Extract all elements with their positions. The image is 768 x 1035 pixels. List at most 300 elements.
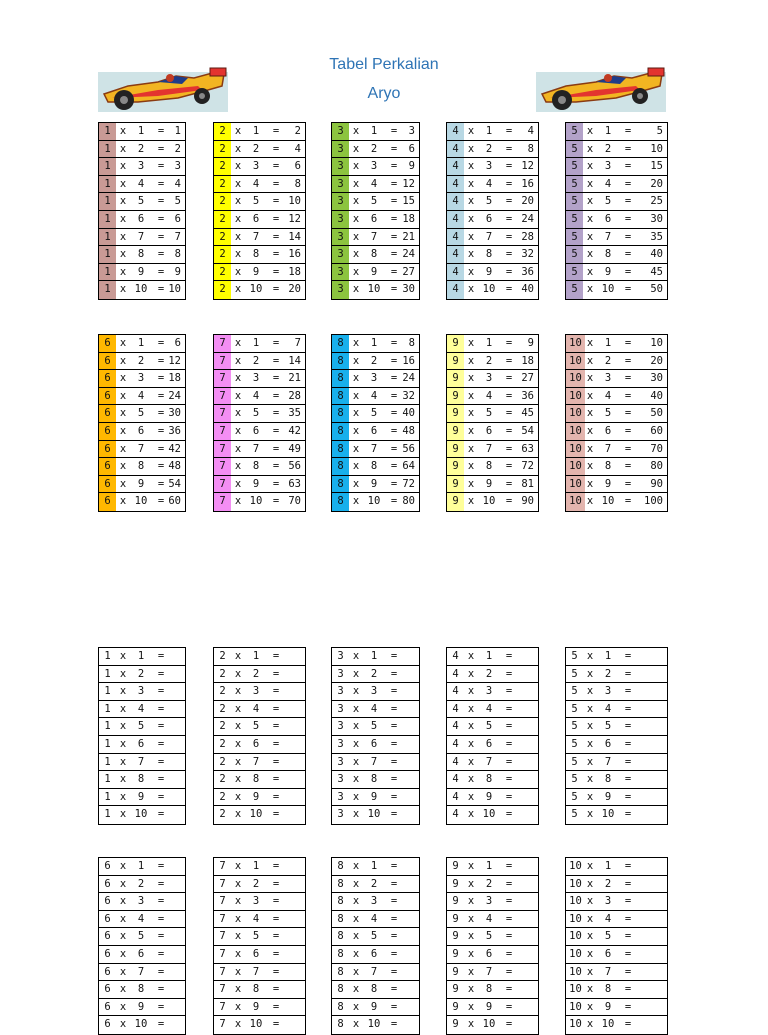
multiplicand: 9 [452,965,459,978]
equals-sign: = [624,248,632,261]
multiplicand: 5 [566,158,583,175]
product: 7 [174,230,181,243]
equals-sign: = [624,195,632,208]
multiplier: 6 [370,737,378,750]
table-row [566,666,667,684]
multiplicand: 9 [447,493,464,511]
times-sign: x [352,337,360,349]
multiplier: 3 [252,895,260,908]
table-row [332,141,419,159]
multiplier: 8 [370,773,378,786]
equals-sign: = [157,667,165,680]
times-sign: x [352,790,360,803]
multiplicand: 3 [332,158,349,175]
times-sign: x [586,667,594,680]
times-sign: x [119,442,127,455]
times-sign: x [119,125,127,137]
equals-sign: = [624,212,632,225]
multiplier: 6 [370,212,378,225]
equals-sign: = [390,860,398,872]
answer-blank [275,648,301,665]
table-row [566,281,667,299]
answer-blank [389,911,415,928]
multiplicand: 10 [566,370,585,387]
multiplicand: 10 [569,1018,582,1031]
table-row [214,123,305,141]
multiplier: 9 [252,790,260,803]
equals-sign: = [390,755,398,768]
times-sign: x [352,212,360,225]
answer-blank [155,806,181,824]
product: 40 [402,407,415,420]
multiplier: 2 [137,667,145,680]
multiplicand: 1 [104,790,111,803]
table-row [447,193,538,211]
multiplicand: 4 [452,650,459,662]
times-sign: x [234,442,242,455]
multiplier: 9 [370,265,378,278]
product: 30 [650,372,663,385]
multiplier: 4 [137,702,145,715]
table-row [447,141,538,159]
equals-sign: = [157,389,165,402]
multiplier: 6 [485,424,493,437]
table-row [447,1016,538,1034]
equals-sign: = [505,265,513,278]
times-sign: x [352,965,360,978]
times-sign: x [467,265,475,278]
multiplicand: 10 [566,388,585,405]
equals-sign: = [505,495,513,508]
table-row [447,964,538,982]
times-sign: x [586,442,594,455]
answer-table-9 [446,334,539,512]
multiplicand: 9 [452,983,459,996]
equals-sign: = [157,248,165,261]
answer-blank [637,946,663,963]
table-row [332,423,419,441]
equals-sign: = [157,808,165,821]
equals-sign: = [624,372,632,385]
practice-table-9 [446,857,539,1035]
equals-sign: = [390,407,398,420]
times-sign: x [467,702,475,715]
equals-sign: = [157,265,165,278]
table-row [447,858,538,876]
table-row [447,335,538,353]
times-sign: x [467,389,475,402]
times-sign: x [586,248,594,261]
answer-blank [155,893,181,910]
product: 1 [174,125,181,137]
equals-sign: = [505,177,513,190]
equals-sign: = [272,407,280,420]
multiplier: 7 [604,965,612,978]
multiplier: 6 [252,947,260,960]
times-sign: x [352,667,360,680]
times-sign: x [586,407,594,420]
table-row [447,264,538,282]
table-row [566,981,667,999]
times-sign: x [467,354,475,367]
table-row [332,211,419,229]
times-sign: x [234,142,242,155]
equals-sign: = [505,930,513,943]
multiplier: 9 [604,1000,612,1013]
equals-sign: = [272,1018,280,1031]
multiplier: 7 [485,230,493,243]
equals-sign: = [624,389,632,402]
table-row [214,683,305,701]
multiplicand: 7 [214,388,231,405]
equals-sign: = [272,895,280,908]
product: 18 [288,265,301,278]
multiplicand: 9 [452,877,459,890]
multiplier: 8 [604,248,612,261]
times-sign: x [119,685,127,698]
times-sign: x [352,230,360,243]
multiplier: 4 [252,702,260,715]
multiplicand: 5 [571,808,578,821]
equals-sign: = [505,160,513,173]
equals-sign: = [390,895,398,908]
multiplicand: 2 [214,211,231,228]
multiplicand: 8 [337,895,344,908]
multiplier: 8 [137,983,145,996]
equals-sign: = [157,755,165,768]
multiplier: 9 [370,1000,378,1013]
table-row [99,789,185,807]
table-row [99,648,185,666]
practice-table-3 [331,647,420,825]
multiplier: 5 [604,720,612,733]
answer-blank [389,648,415,665]
equals-sign: = [505,720,513,733]
product: 3 [408,125,415,137]
product: 5 [656,125,663,137]
multiplicand: 6 [99,458,116,475]
equals-sign: = [157,372,165,385]
table-row [332,123,419,141]
table-row [99,806,185,824]
times-sign: x [352,877,360,890]
times-sign: x [234,737,242,750]
table-row [214,999,305,1017]
answer-blank [275,876,301,893]
times-sign: x [586,755,594,768]
answer-blank [275,946,301,963]
table-row [447,718,538,736]
equals-sign: = [157,142,165,155]
product: 12 [288,212,301,225]
multiplier: 4 [252,389,260,402]
multiplicand: 2 [214,176,231,193]
multiplicand: 8 [332,458,349,475]
table-row [214,246,305,264]
multiplicand: 5 [566,229,583,246]
equals-sign: = [157,495,165,508]
multiplier: 10 [249,808,263,821]
table-row [214,806,305,824]
equals-sign: = [505,460,513,473]
product: 25 [650,195,663,208]
answer-blank [275,999,301,1016]
times-sign: x [467,860,475,872]
multiplicand: 6 [99,441,116,458]
multiplicand: 3 [337,773,344,786]
answer-blank [275,771,301,788]
equals-sign: = [272,877,280,890]
multiplicand: 1 [104,737,111,750]
answer-blank [389,858,415,875]
table-row [99,405,185,423]
equals-sign: = [390,389,398,402]
times-sign: x [234,720,242,733]
table-row [214,893,305,911]
equals-sign: = [505,650,513,662]
multiplicand: 9 [447,370,464,387]
times-sign: x [352,860,360,872]
equals-sign: = [624,283,632,296]
times-sign: x [234,230,242,243]
answer-table-6 [98,334,186,512]
multiplicand: 8 [337,947,344,960]
equals-sign: = [505,354,513,367]
multiplicand: 3 [337,702,344,715]
product: 64 [402,460,415,473]
equals-sign: = [390,877,398,890]
equals-sign: = [390,337,398,349]
product: 18 [168,372,181,385]
table-row [99,211,185,229]
multiplicand: 10 [569,860,582,872]
table-row [99,264,185,282]
product: 70 [650,442,663,455]
answer-blank [637,928,663,945]
table-row [332,946,419,964]
equals-sign: = [157,337,165,349]
multiplicand: 8 [332,493,349,511]
answer-blank [275,754,301,771]
equals-sign: = [272,650,280,662]
table-row [332,999,419,1017]
multiplier: 1 [485,860,493,872]
multiplier: 7 [370,230,378,243]
table-row [99,876,185,894]
equals-sign: = [624,442,632,455]
times-sign: x [234,389,242,402]
table-row [566,771,667,789]
multiplicand: 10 [569,947,582,960]
table-row [566,911,667,929]
times-sign: x [352,720,360,733]
multiplier: 1 [485,337,493,349]
table-row [214,176,305,194]
times-sign: x [467,142,475,155]
table-row [566,405,667,423]
equals-sign: = [624,702,632,715]
times-sign: x [234,248,242,261]
answer-table-5 [565,122,668,300]
product: 16 [521,177,534,190]
equals-sign: = [505,283,513,296]
times-sign: x [234,337,242,349]
product: 60 [650,424,663,437]
times-sign: x [467,737,475,750]
multiplier: 2 [604,877,612,890]
table-row [99,176,185,194]
times-sign: x [467,667,475,680]
times-sign: x [119,773,127,786]
multiplicand: 8 [337,912,344,925]
multiplier: 1 [137,125,145,137]
times-sign: x [119,983,127,996]
times-sign: x [234,460,242,473]
times-sign: x [586,930,594,943]
multiplier: 8 [252,773,260,786]
multiplier: 6 [252,212,260,225]
table-row [99,370,185,388]
multiplicand: 10 [566,476,585,493]
answer-blank [155,754,181,771]
multiplier: 9 [604,790,612,803]
equals-sign: = [624,142,632,155]
multiplicand: 9 [447,405,464,422]
multiplier: 8 [137,773,145,786]
equals-sign: = [390,667,398,680]
multiplicand: 7 [214,405,231,422]
table-row [214,736,305,754]
multiplicand: 9 [452,860,459,872]
equals-sign: = [272,389,280,402]
multiplicand: 3 [337,737,344,750]
answer-blank [508,999,534,1016]
equals-sign: = [624,650,632,662]
multiplicand: 7 [214,441,231,458]
multiplicand: 8 [337,965,344,978]
product: 2 [174,142,181,155]
multiplier: 4 [604,177,612,190]
equals-sign: = [272,1000,280,1013]
multiplier: 9 [485,1000,493,1013]
multiplicand: 1 [104,720,111,733]
equals-sign: = [505,808,513,821]
multiplicand: 9 [447,458,464,475]
answer-blank [389,666,415,683]
answer-blank [155,683,181,700]
equals-sign: = [505,212,513,225]
table-row [447,981,538,999]
multiplier: 7 [604,755,612,768]
table-row [99,981,185,999]
product: 10 [288,195,301,208]
multiplicand: 8 [332,476,349,493]
equals-sign: = [505,860,513,872]
answer-blank [637,666,663,683]
equals-sign: = [272,142,280,155]
multiplier: 5 [137,720,145,733]
multiplier: 5 [252,720,260,733]
table-row [332,1016,419,1034]
answer-blank [275,928,301,945]
multiplier: 4 [137,912,145,925]
times-sign: x [586,983,594,996]
multiplicand: 5 [566,211,583,228]
answer-blank [389,1016,415,1034]
multiplicand: 4 [452,773,459,786]
answer-blank [275,858,301,875]
multiplicand: 7 [214,335,231,352]
product: 6 [174,337,181,349]
times-sign: x [234,212,242,225]
table-row [332,789,419,807]
product: 20 [650,177,663,190]
table-row [214,370,305,388]
answer-blank [389,893,415,910]
multiplier: 10 [367,1018,381,1031]
product: 10 [650,337,663,349]
times-sign: x [234,877,242,890]
answer-blank [155,946,181,963]
equals-sign: = [624,790,632,803]
equals-sign: = [157,125,165,137]
product: 6 [408,142,415,155]
multiplicand: 2 [214,246,231,263]
table-row [332,493,419,511]
table-row [332,246,419,264]
answer-blank [155,718,181,735]
table-row [332,648,419,666]
table-row [99,683,185,701]
times-sign: x [352,702,360,715]
multiplicand: 7 [219,860,226,872]
multiplicand: 7 [214,476,231,493]
product: 8 [294,177,301,190]
times-sign: x [467,1000,475,1013]
table-row [447,370,538,388]
times-sign: x [352,195,360,208]
table-row [447,281,538,299]
table-row [99,229,185,247]
multiplicand: 3 [337,790,344,803]
multiplier: 7 [370,965,378,978]
times-sign: x [119,965,127,978]
multiplicand: 4 [452,790,459,803]
table-row [214,335,305,353]
equals-sign: = [272,424,280,437]
equals-sign: = [505,230,513,243]
multiplier: 8 [485,983,493,996]
race-car-icon [536,64,666,112]
multiplicand: 9 [452,895,459,908]
practice-table-4 [446,647,539,825]
table-row [332,893,419,911]
equals-sign: = [272,477,280,490]
times-sign: x [467,895,475,908]
multiplier: 3 [370,372,378,385]
multiplicand: 4 [447,229,464,246]
equals-sign: = [157,160,165,173]
answer-blank [275,701,301,718]
answer-blank [637,964,663,981]
table-row [332,335,419,353]
multiplier: 1 [485,650,493,662]
equals-sign: = [505,947,513,960]
table-row [214,789,305,807]
table-row [447,666,538,684]
answer-blank [155,736,181,753]
times-sign: x [467,912,475,925]
